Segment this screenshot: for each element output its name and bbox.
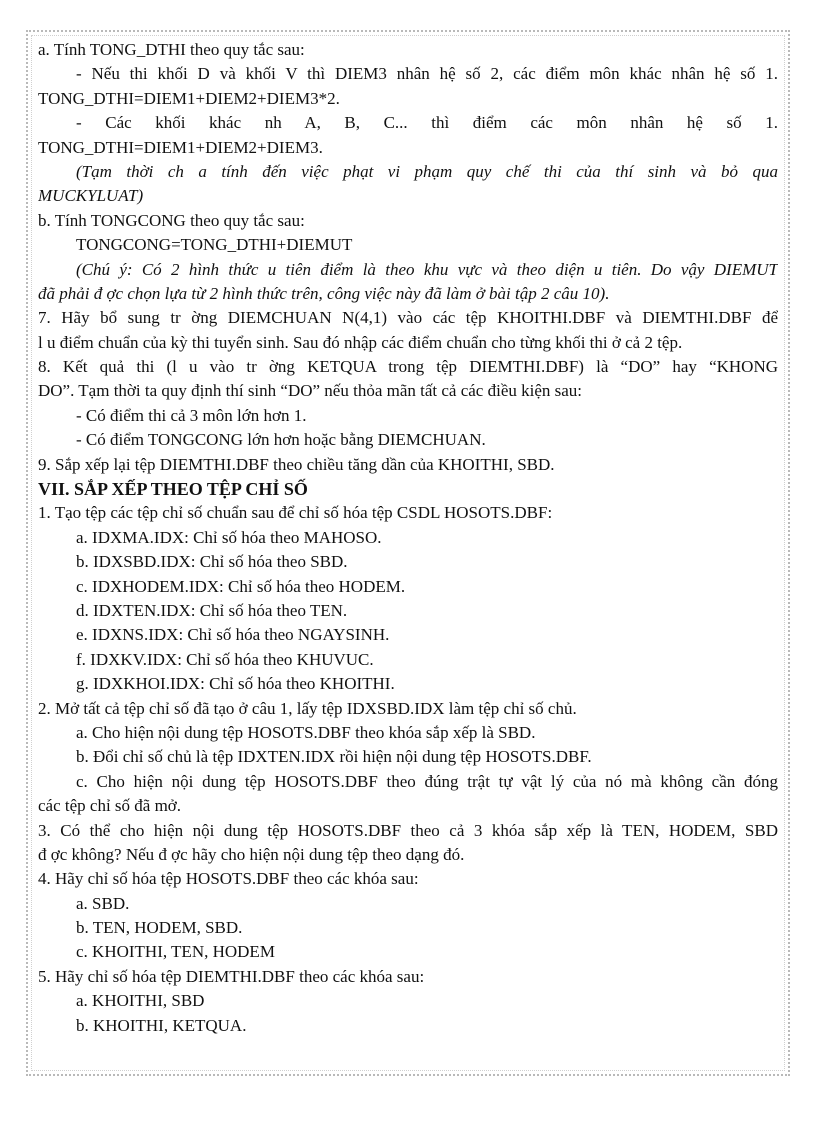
text-line: b. Đổi chỉ số chủ là tệp IDXTEN.IDX rồi hiện nội dung tệp HOSOTS.DBF. [76, 747, 592, 767]
text-line: đ ợc không? Nếu đ ợc hãy cho hiện nội dung tệp theo dạng đó. [38, 844, 465, 864]
text-line: 7. Hãy bổ sung tr ờng DIEMCHUAN N(4,1) vào các tệp KHOITHI.DBF và DIEMTHI.DBF để [38, 308, 778, 328]
text-line: 2. Mở tất cả tệp chỉ số đã tạo ở câu 1, lấy tệp IDXSBD.IDX làm tệp chỉ số chủ. [38, 698, 577, 718]
text-line: c. KHOITHI, TEN, HODEM [76, 942, 275, 962]
text-line: - Nếu thi khối D và khối V thì DIEM3 nhân hệ số 2, các điểm môn khác nhân hệ số 1. [76, 64, 778, 84]
text-line: các tệp chỉ số đã mở. [38, 796, 182, 816]
text-line: l u điểm chuẩn của kỳ thi tuyển sinh. Sau đó nhập các điểm chuẩn cho từng khối thi ở cả 2 tệp. [38, 332, 683, 352]
text-line: a. Tính TONG_DTHI theo quy tắc sau: [38, 40, 305, 59]
text-line: b. Tính TONGCONG theo quy tắc sau: [38, 210, 305, 230]
text-line: 1. Tạo tệp các tệp chỉ số chuẩn sau để chỉ số hóa tệp CSDL HOSOTS.DBF: [38, 503, 553, 523]
text-line: 9. Sắp xếp lại tệp DIEMTHI.DBF theo chiều tăng dần của KHOITHI, SBD. [38, 454, 555, 474]
text-line: 5. Hãy chỉ số hóa tệp DIEMTHI.DBF theo các khóa sau: [38, 966, 425, 986]
text-line: (Tạm thời ch a tính đến việc phạt vi phạm quy chế thi của thí sinh và bỏ qua [76, 161, 778, 181]
text-line: TONG_DTHI=DIEM1+DIEM2+DIEM3*2. [38, 88, 340, 108]
text-line: TONG_DTHI=DIEM1+DIEM2+DIEM3. [38, 137, 323, 157]
text-line: a. SBD. [76, 893, 130, 913]
text-line: (Chú ý: Có 2 hình thức u tiên điểm là theo khu vực và theo diện u tiên. Do vậy DIEMUT [76, 259, 778, 279]
text-line: b. IDXSBD.IDX: Chỉ số hóa theo SBD. [76, 552, 348, 572]
document-body [38, 38, 778, 1038]
section-heading: VII. SẮP XẾP THEO TỆP CHỈ SỐ [38, 479, 308, 500]
text-line: a. KHOITHI, SBD [76, 991, 205, 1011]
text-line: - Có điểm thi cả 3 môn lớn hơn 1. [76, 405, 307, 425]
text-line: đã phải đ ợc chọn lựa từ 2 hình thức trên, công việc này đã làm ở bài tập 2 câu 10). [38, 283, 610, 303]
text-line: - Có điểm TONGCONG lớn hơn hoặc bằng DIEMCHUAN. [76, 430, 486, 450]
text-line: g. IDXKHOI.IDX: Chỉ số hóa theo KHOITHI. [76, 674, 395, 694]
text-line: c. IDXHODEM.IDX: Chỉ số hóa theo HODEM. [76, 576, 406, 596]
text-line: 4. Hãy chỉ số hóa tệp HOSOTS.DBF theo các khóa sau: [38, 869, 419, 889]
text-line: c. Cho hiện nội dung tệp HOSOTS.DBF theo đúng trật tự vật lý của nó mà không cần đóng [76, 771, 778, 791]
text-line: b. TEN, HODEM, SBD. [76, 918, 243, 938]
text-line: TONGCONG=TONG_DTHI+DIEMUT [76, 235, 353, 255]
text-line: b. KHOITHI, KETQUA. [76, 1015, 247, 1035]
text-line: 8. Kết quả thi (l u vào tr ờng KETQUA trong tệp DIEMTHI.DBF) là “DO” hay “KHONG [38, 357, 778, 377]
text-line: a. Cho hiện nội dung tệp HOSOTS.DBF theo khóa sắp xếp là SBD. [76, 722, 536, 742]
text-line: 3. Có thể cho hiện nội dung tệp HOSOTS.DBF theo cả 3 khóa sắp xếp là TEN, HODEM, SBD [38, 820, 778, 840]
text-line: MUCKYLUAT) [38, 186, 144, 206]
text-line: DO”. Tạm thời ta quy định thí sinh “DO” nếu thỏa mãn tất cả các điều kiện sau: [38, 381, 583, 401]
text-line: a. IDXMA.IDX: Chỉ số hóa theo MAHOSO. [76, 527, 382, 547]
text-line: f. IDXKV.IDX: Chỉ số hóa theo KHUVUC. [76, 649, 374, 669]
text-line: d. IDXTEN.IDX: Chỉ số hóa theo TEN. [76, 600, 348, 620]
text-line: e. IDXNS.IDX: Chỉ số hóa theo NGAYSINH. [76, 625, 390, 645]
text-line: - Các khối khác nh A, B, C... thì điểm các môn nhân hệ số 1. [76, 113, 778, 133]
